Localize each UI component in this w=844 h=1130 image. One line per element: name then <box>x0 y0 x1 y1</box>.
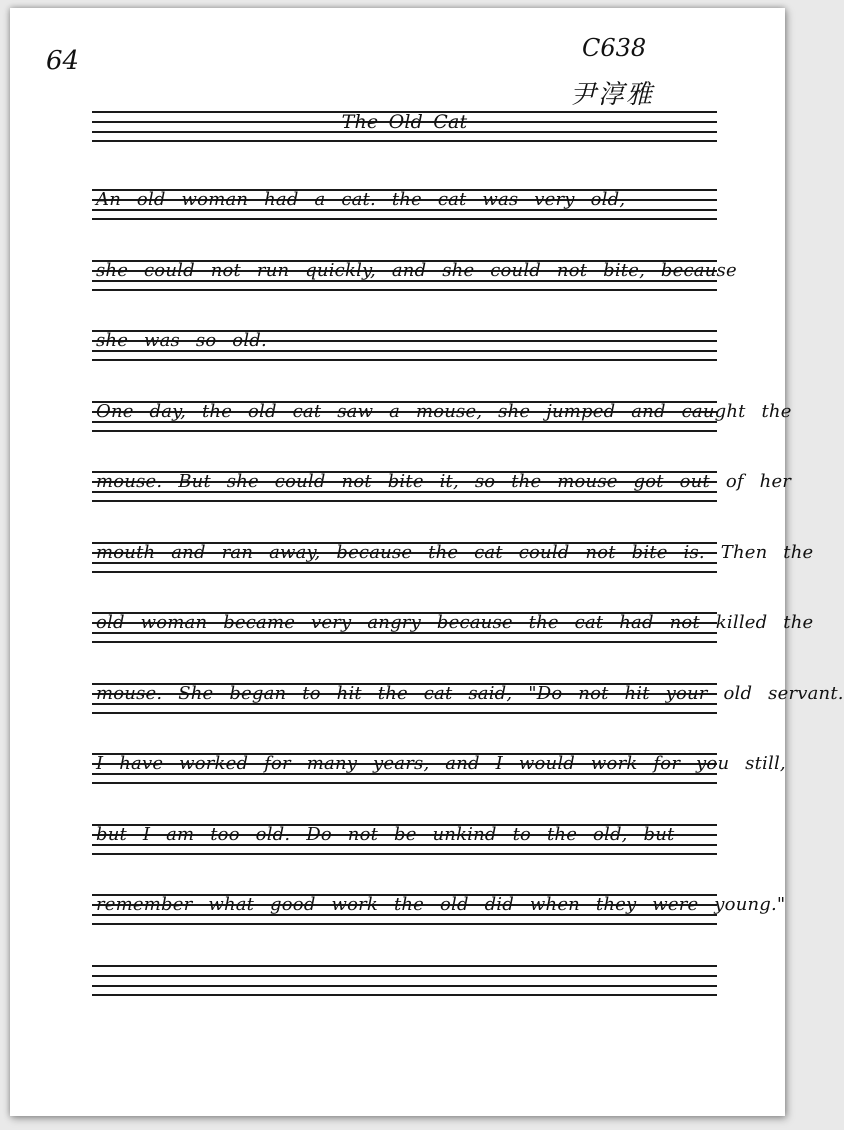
writing-line <box>92 753 786 783</box>
writing-line <box>92 894 786 924</box>
line-text: old woman became very angry because the cat had not killed the <box>96 612 814 633</box>
writing-line <box>92 471 792 501</box>
page-number: 64 <box>46 46 80 76</box>
writing-line <box>92 401 792 431</box>
writing-line <box>92 189 717 219</box>
rule-line <box>92 359 717 361</box>
rule-line <box>92 712 717 714</box>
rule-line <box>92 923 717 925</box>
rule-line <box>92 289 717 291</box>
writing-line <box>92 330 717 360</box>
rule-line <box>92 782 717 784</box>
line-text: mouse. She began to hit the cat said, "Do not hit your old servant. <box>96 683 844 704</box>
line-text: she was so old. <box>96 330 267 351</box>
rule-line <box>92 571 717 573</box>
title-line <box>92 111 717 141</box>
writing-line-empty <box>92 965 717 995</box>
student-name: 尹淳雅 <box>570 80 655 110</box>
rule-line <box>92 985 717 987</box>
writing-line <box>92 683 844 713</box>
rule-line <box>92 430 717 432</box>
writing-line <box>92 542 814 572</box>
rule-line <box>92 853 717 855</box>
handwriting-sheet <box>10 8 844 1116</box>
line-text: remember what good work the old did when they were young." <box>96 894 786 915</box>
student-code: C638 <box>582 34 647 62</box>
rule-line <box>92 500 717 502</box>
writing-line <box>92 260 737 290</box>
line-text: mouth and ran away, because the cat could not bite is. Then the <box>96 542 814 563</box>
writing-line <box>92 612 814 642</box>
writing-line <box>92 824 717 854</box>
rule-line <box>92 140 717 142</box>
essay-title: The Old Cat <box>341 111 468 133</box>
line-text: but I am too old. Do not be unkind to the old, but <box>96 824 675 845</box>
line-text: One day, the old cat saw a mouse, she jumped and caught the <box>96 401 792 422</box>
rule-line <box>92 641 717 643</box>
rule-line <box>92 994 717 996</box>
rule-line <box>92 975 717 977</box>
line-text: she could not run quickly, and she could not bite, because <box>96 260 737 281</box>
rule-line <box>92 965 717 967</box>
line-text: An old woman had a cat. the cat was very old, <box>96 189 626 210</box>
rule-line <box>92 218 717 220</box>
line-text: mouse. But she could not bite it, so the mouse got out of her <box>96 471 792 492</box>
line-text: I have worked for many years, and I would work for you still, <box>96 753 786 774</box>
